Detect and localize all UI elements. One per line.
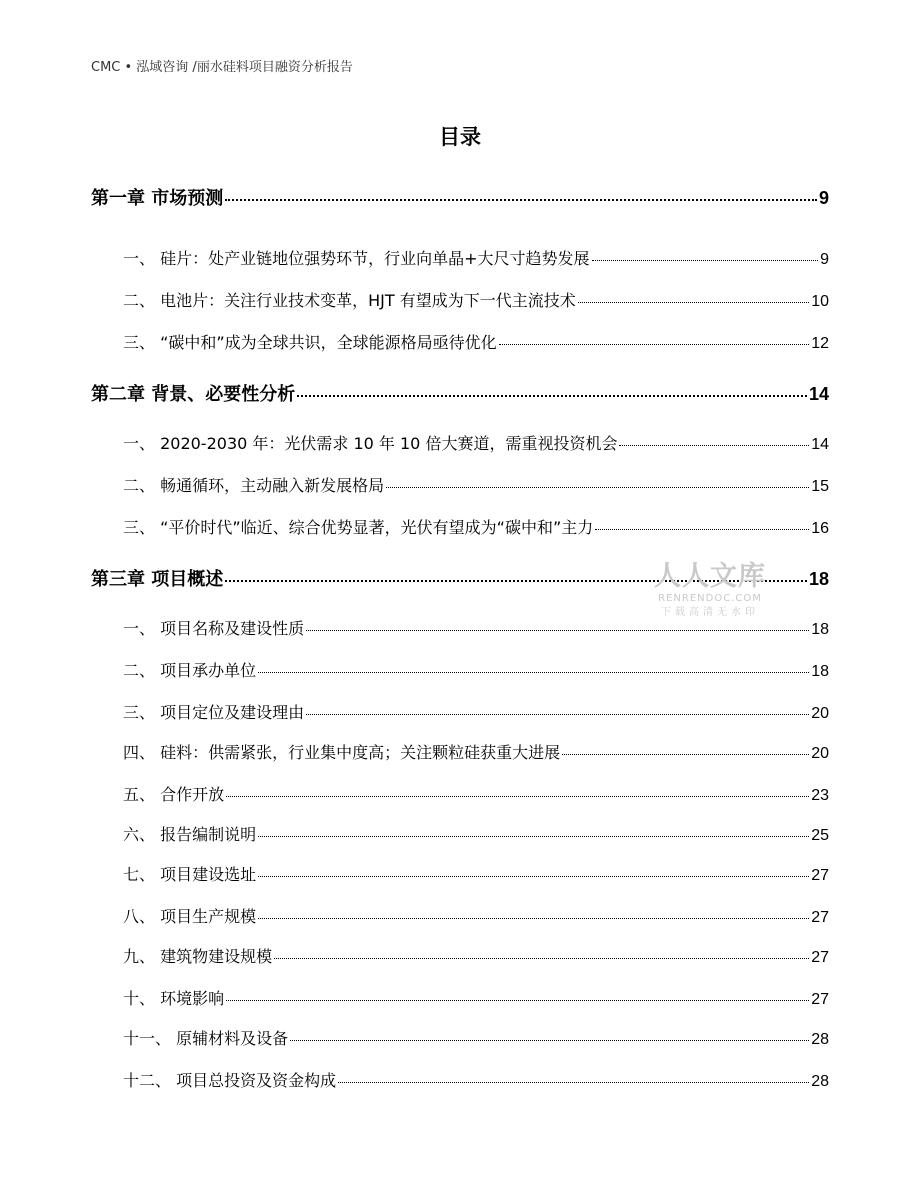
toc-leader-dots <box>592 259 819 261</box>
toc-section-entry[interactable] <box>91 1068 829 1091</box>
toc-leader-dots <box>225 579 807 582</box>
toc-section-entry[interactable] <box>91 822 829 845</box>
toc-leader-dots <box>306 713 809 715</box>
toc-entry-label: 九、 建筑物建设规模 <box>123 947 273 966</box>
page-header: CMC • 泓域咨询 /丽水硅料项目融资分析报告 <box>91 60 353 75</box>
toc-entry-label: 第二章 背景、必要性分析 <box>91 384 296 405</box>
toc-section-entry[interactable] <box>91 515 829 538</box>
toc-section-entry[interactable] <box>91 473 829 496</box>
toc-section-entry[interactable] <box>91 658 829 681</box>
toc-entry-label: 三、 项目定位及建设理由 <box>123 703 305 722</box>
toc-entry-label: 第三章 项目概述 <box>91 569 224 590</box>
toc-leader-dots <box>297 394 807 397</box>
toc-leader-dots <box>258 835 809 837</box>
toc-page-number: 15 <box>811 478 829 495</box>
toc-page-number: 9 <box>818 188 829 208</box>
toc-section-entry[interactable] <box>91 616 829 639</box>
toc-page-number: 20 <box>811 705 829 722</box>
toc-entry-label: 十一、 原辅材料及设备 <box>123 1029 289 1048</box>
toc-section-entry[interactable] <box>91 904 829 927</box>
toc-leader-dots <box>578 301 810 303</box>
toc-leader-dots <box>258 917 809 919</box>
toc-title: 目录 <box>439 125 481 149</box>
toc-entry-label: 十二、 项目总投资及资金构成 <box>123 1071 337 1090</box>
toc-section-entry[interactable] <box>91 740 829 763</box>
toc-chapter-entry[interactable] <box>91 565 829 591</box>
toc-entry-label: 二、 畅通循环，主动融入新发展格局 <box>123 476 385 495</box>
toc-leader-dots <box>499 343 810 345</box>
toc-page-number: 27 <box>811 867 829 884</box>
toc-entry-label: 一、 项目名称及建设性质 <box>123 619 305 638</box>
toc-page-number: 12 <box>811 335 829 352</box>
toc-page-number: 18 <box>808 569 829 589</box>
toc-entry-label: 七、 项目建设选址 <box>123 865 257 884</box>
toc-section-entry[interactable] <box>91 700 829 723</box>
toc-entry-label: 一、 硅片：处产业链地位强势环节，行业向单晶+大尺寸趋势发展 <box>123 249 590 268</box>
toc-entry-label: 五、 合作开放 <box>123 785 225 804</box>
toc-page-number: 23 <box>811 787 829 804</box>
toc-leader-dots <box>562 753 809 755</box>
toc-entry-label: 四、 硅料：供需紧张，行业集中度高；关注颗粒硅获重大进展 <box>123 743 561 762</box>
toc-section-entry[interactable] <box>91 944 829 967</box>
toc-entry-label: 二、 项目承办单位 <box>123 661 257 680</box>
toc-page-number: 28 <box>811 1073 829 1090</box>
toc-entry-label: 六、 报告编制说明 <box>123 825 257 844</box>
toc-leader-dots <box>306 629 809 631</box>
toc-page-number: 25 <box>811 827 829 844</box>
toc-page-number: 18 <box>811 621 829 638</box>
toc-leader-dots <box>619 444 809 446</box>
toc-section-entry[interactable] <box>91 1026 829 1049</box>
toc-section-entry[interactable] <box>91 330 829 353</box>
toc-leader-dots <box>338 1081 809 1083</box>
toc-page-number: 16 <box>811 520 829 537</box>
toc-page-number: 27 <box>811 949 829 966</box>
toc-leader-dots <box>258 671 809 673</box>
toc-chapter-entry[interactable] <box>91 184 829 210</box>
toc-page-number: 10 <box>811 293 829 310</box>
toc-page-number: 9 <box>820 251 829 268</box>
watermark-subtitle: 下载高清无水印 <box>661 607 759 618</box>
toc-section-entry[interactable] <box>91 986 829 1009</box>
toc-section-entry[interactable] <box>91 431 829 454</box>
toc-entry-label: 第一章 市场预测 <box>91 188 224 209</box>
toc-entry-label: 一、 2020-2030 年：光伏需求 10 年 10 倍大赛道，需重视投资机会 <box>123 434 618 453</box>
toc-entry-label: 十、 环境影响 <box>123 989 225 1008</box>
toc-entry-label: 三、 “平价时代”临近、综合优势显著，光伏有望成为“碳中和”主力 <box>123 518 594 537</box>
toc-section-entry[interactable] <box>91 862 829 885</box>
toc-section-entry[interactable] <box>91 288 829 311</box>
toc-page-number: 27 <box>811 909 829 926</box>
toc-leader-dots <box>386 486 809 488</box>
toc-section-entry[interactable] <box>91 246 829 269</box>
toc-leader-dots <box>226 999 809 1001</box>
watermark-url: RENRENDOC.COM <box>658 593 762 604</box>
toc-page-number: 27 <box>811 991 829 1008</box>
watermark-main-text: 人人文库 <box>654 561 766 592</box>
toc-leader-dots <box>258 875 809 877</box>
toc-leader-dots <box>226 795 809 797</box>
toc-leader-dots <box>225 198 817 201</box>
toc-entry-label: 二、 电池片：关注行业技术变革，HJT 有望成为下一代主流技术 <box>123 291 576 310</box>
toc-page-number: 20 <box>811 745 829 762</box>
toc-page-number: 14 <box>811 436 829 453</box>
toc-entry-label: 八、 项目生产规模 <box>123 907 257 926</box>
toc-chapter-entry[interactable] <box>91 380 829 406</box>
toc-page-number: 14 <box>808 384 829 404</box>
toc-section-entry[interactable] <box>91 782 829 805</box>
toc-leader-dots <box>595 528 809 530</box>
toc-page-number: 18 <box>811 663 829 680</box>
toc-leader-dots <box>274 957 809 959</box>
toc-page-number: 28 <box>811 1031 829 1048</box>
toc-entry-label: 三、 “碳中和”成为全球共识，全球能源格局亟待优化 <box>123 333 497 352</box>
toc-leader-dots <box>290 1039 809 1041</box>
